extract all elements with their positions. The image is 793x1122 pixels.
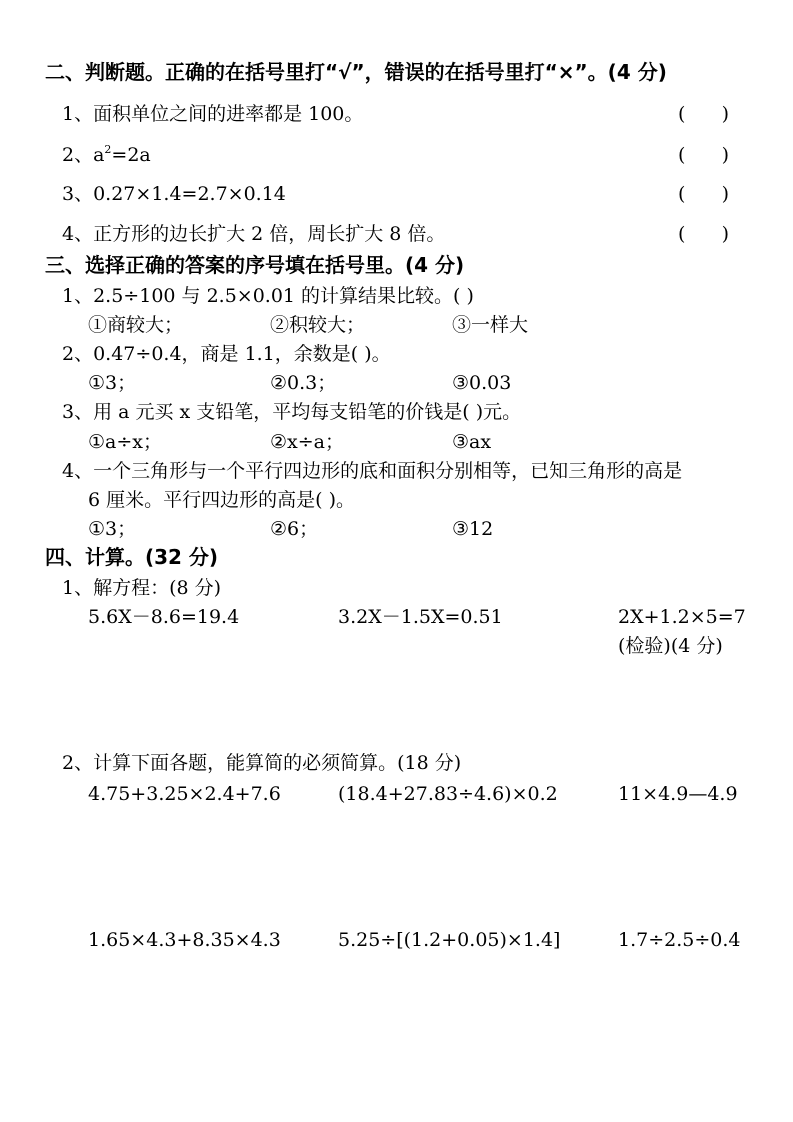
judge-item-2	[62, 143, 151, 167]
calculate-title: 2、计算下面各题，能算简的必须简算。(18 分)	[62, 752, 462, 774]
section-2-title: 二、判断题。正确的在括号里打“√”，错误的在括号里打“×”。(4 分)	[45, 60, 667, 84]
judge-item-1: 1、面积单位之间的进率都是 100。	[62, 103, 364, 125]
choice-q2: 2、0.47÷0.4，商是 1.1，余数是( )。	[62, 343, 391, 365]
calc-3: 11×4.9—4.9	[618, 783, 738, 805]
choice-q4-option-3[interactable]: ③12	[452, 518, 494, 540]
solve-equations-title: 1、解方程：(8 分)	[62, 577, 222, 599]
judge-item-2-exponent: 2	[104, 143, 112, 156]
calc-5: 5.25÷[(1.2+0.05)×1.4]	[338, 929, 561, 951]
judge-answer-1[interactable]: ( )	[678, 103, 730, 125]
equation-2: 3.2X－1.5X=0.51	[338, 606, 503, 628]
choice-q2-option-1[interactable]: ①3；	[88, 372, 137, 394]
calc-4: 1.65×4.3+8.35×4.3	[88, 929, 281, 951]
choice-q3-option-3[interactable]: ③ax	[452, 431, 492, 453]
section-4-title: 四、计算。(32 分)	[45, 545, 219, 569]
section-3-title: 三、选择正确的答案的序号填在括号里。(4 分)	[45, 253, 465, 277]
judge-item-2-pre: 2、a	[62, 144, 105, 166]
calc-2: (18.4+27.83÷4.6)×0.2	[338, 783, 558, 805]
equation-3-check-note: (检验)(4 分)	[618, 635, 723, 657]
equation-3: 2X+1.2×5=7	[618, 606, 746, 628]
choice-q4-option-1[interactable]: ①3；	[88, 518, 137, 540]
equation-1: 5.6X－8.6=19.4	[88, 606, 240, 628]
judge-answer-3[interactable]: ( )	[678, 183, 730, 205]
judge-answer-4[interactable]: ( )	[678, 223, 730, 245]
judge-item-2-post: =2a	[111, 144, 151, 166]
choice-q1-option-3[interactable]: ③一样大	[452, 314, 529, 336]
judge-answer-2[interactable]: ( )	[678, 144, 730, 166]
choice-q1-option-2[interactable]: ②积较大；	[270, 314, 366, 336]
choice-q4-line-1: 4、一个三角形与一个平行四边形的底和面积分别相等，已知三角形的高是	[62, 460, 683, 482]
choice-q1: 1、2.5÷100 与 2.5×0.01 的计算结果比较。( )	[62, 285, 474, 307]
choice-q3: 3、用 a 元买 x 支铅笔，平均每支铅笔的价钱是( )元。	[62, 401, 522, 423]
choice-q3-option-1[interactable]: ①a÷x；	[88, 431, 162, 453]
choice-q2-option-2[interactable]: ②0.3；	[270, 372, 337, 394]
judge-item-3: 3、0.27×1.4=2.7×0.14	[62, 183, 286, 205]
choice-q1-option-1[interactable]: ①商较大；	[88, 314, 184, 336]
calc-6: 1.7÷2.5÷0.4	[618, 929, 741, 951]
choice-q3-option-2[interactable]: ②x÷a；	[270, 431, 344, 453]
calc-1: 4.75+3.25×2.4+7.6	[88, 783, 281, 805]
choice-q2-option-3[interactable]: ③0.03	[452, 372, 512, 394]
choice-q4-option-2[interactable]: ②6；	[270, 518, 319, 540]
judge-item-4: 4、正方形的边长扩大 2 倍，周长扩大 8 倍。	[62, 223, 446, 245]
choice-q4-line-2: 6 厘米。平行四边形的高是( )。	[88, 489, 355, 511]
